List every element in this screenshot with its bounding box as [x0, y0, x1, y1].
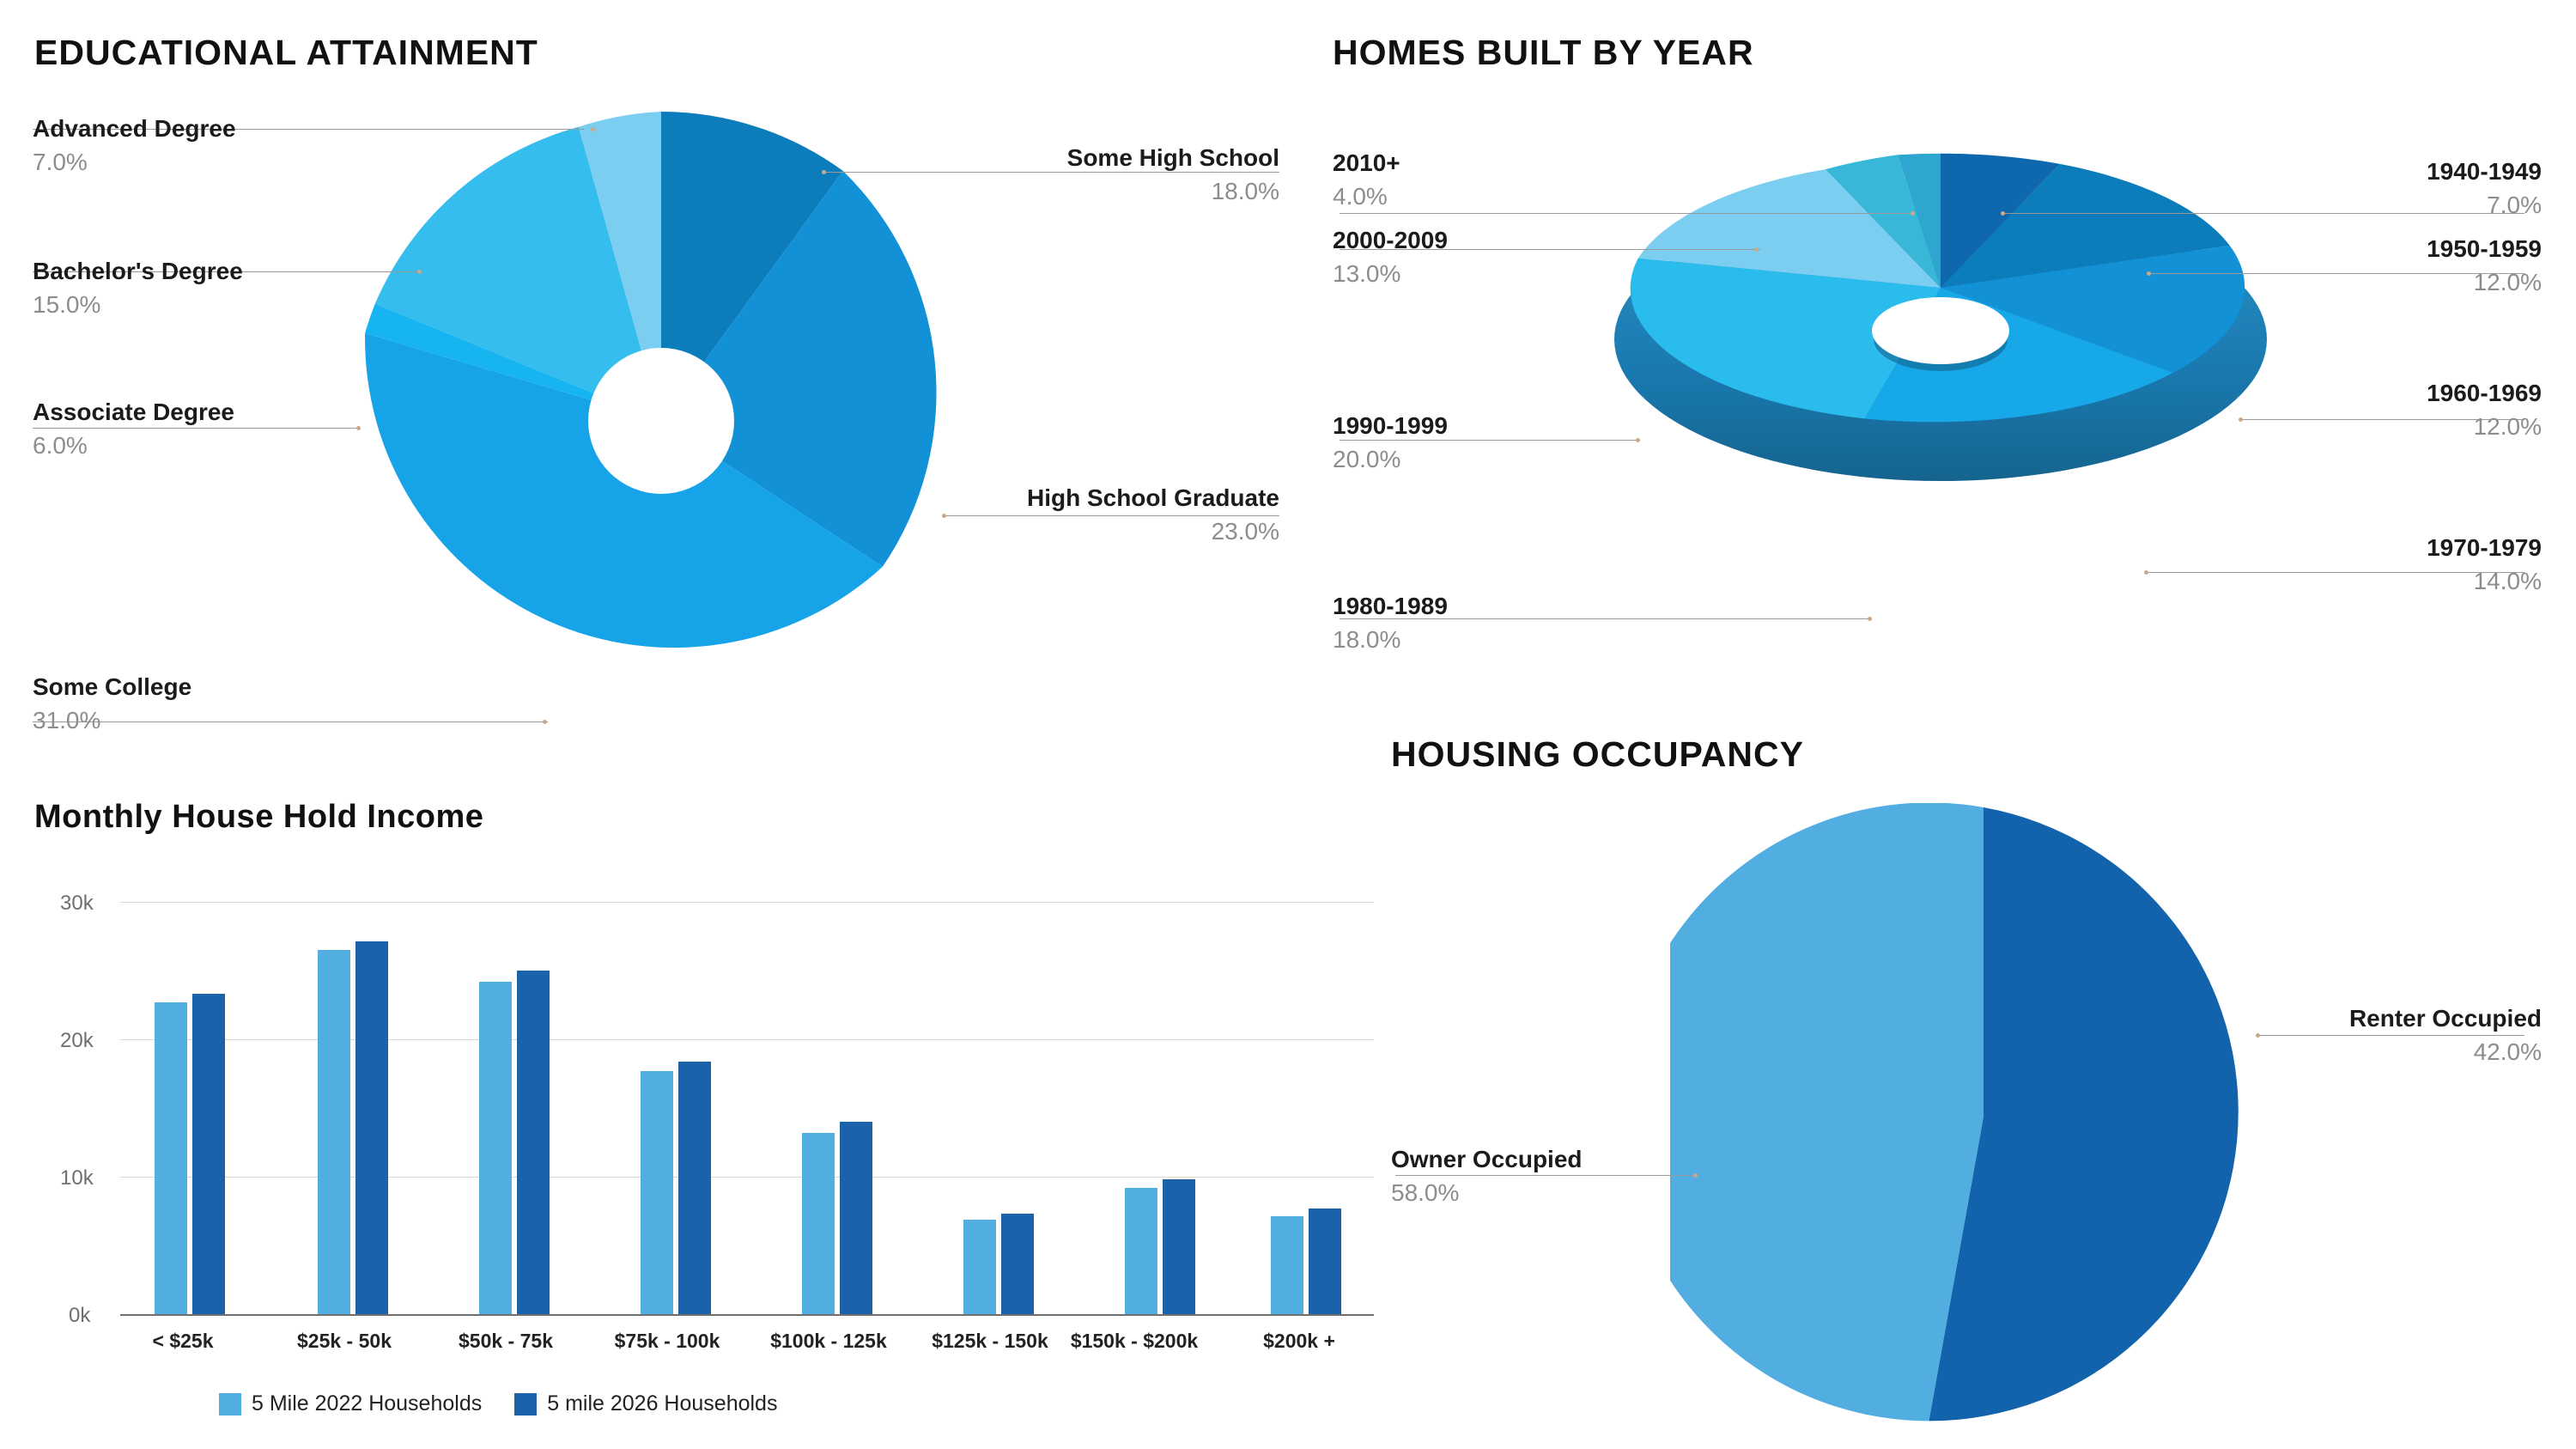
- education-panel: [34, 33, 538, 73]
- dot-some-high-school: [822, 170, 826, 174]
- label-owner-occupied: Owner Occupied 58.0%: [1391, 1146, 1583, 1206]
- dot-associate-degree: [356, 426, 361, 430]
- label-1990-1999: 1990-1999 20.0%: [1333, 412, 1448, 472]
- cat-label-2: $50k - 75k: [459, 1330, 553, 1352]
- bar-2026-150-200k[interactable]: [1163, 1179, 1195, 1314]
- dot-advanced-degree: [591, 127, 595, 131]
- dot-owner-occupied: [1693, 1173, 1698, 1178]
- label-high-school-graduate: High School Graduate 23.0%: [1026, 484, 1279, 545]
- gridline-30k: [120, 902, 1374, 903]
- dot-1940-1949: [2001, 211, 2005, 216]
- bar-2026-200k-plus[interactable]: [1309, 1209, 1341, 1314]
- dot-2000-2009: [1754, 247, 1759, 252]
- label-1950-1959: 1950-1959 12.0%: [2427, 235, 2542, 295]
- bar-2026-100-125k[interactable]: [840, 1122, 872, 1314]
- bar-2026-125-150k[interactable]: [1001, 1214, 1034, 1314]
- ytick-20k: 20k: [60, 1029, 94, 1052]
- leader-2010-plus: [1340, 213, 1915, 214]
- dot-bachelors-degree: [417, 270, 422, 274]
- x-axis-line: [120, 1314, 1374, 1316]
- legend-swatch-2026: [514, 1393, 537, 1416]
- education-donut-chart: [335, 94, 987, 747]
- bar-2026-50-75k[interactable]: [517, 971, 550, 1314]
- income-legend: [219, 1391, 777, 1416]
- homes-panel: [1333, 33, 1754, 73]
- bar-2022-75-100k[interactable]: [641, 1071, 673, 1314]
- ytick-0k: 0k: [69, 1304, 91, 1327]
- label-2010-plus: 2010+ 4.0%: [1333, 149, 1400, 210]
- bar-2022-lt25k[interactable]: [155, 1002, 187, 1314]
- homes-title: HOMES BUILT BY YEAR: [1333, 33, 1754, 72]
- cat-label-3: $75k - 100k: [614, 1330, 720, 1352]
- slice-owner-occupied: [1670, 803, 1984, 1421]
- dot-some-college: [543, 720, 547, 724]
- income-title: Monthly House Hold Income: [34, 799, 484, 835]
- homes-chart-top: [1614, 146, 2267, 429]
- legend-item-2022[interactable]: [219, 1391, 482, 1416]
- education-title: EDUCATIONAL ATTAINMENT: [34, 33, 538, 72]
- bar-2022-125-150k[interactable]: [963, 1220, 996, 1314]
- leader-advanced-degree: [283, 129, 584, 130]
- dot-2010-plus: [1911, 211, 1915, 216]
- homes-top-svg: [1614, 146, 2267, 429]
- gridline-20k: [120, 1039, 1374, 1040]
- occupancy-pie-chart: [1670, 803, 2297, 1430]
- dot-1950-1959: [2147, 271, 2151, 276]
- label-1970-1979: 1970-1979 14.0%: [2427, 534, 2542, 594]
- label-some-college: Some College 31.0%: [33, 673, 192, 734]
- label-1980-1989: 1980-1989 18.0%: [1333, 593, 1448, 653]
- legend-item-2026[interactable]: [514, 1391, 777, 1416]
- legend-swatch-2022: [219, 1393, 241, 1416]
- occupancy-pie-svg: [1670, 803, 2297, 1430]
- label-associate-degree: Associate Degree 6.0%: [33, 399, 235, 459]
- occupancy-title: HOUSING OCCUPANCY: [1391, 734, 1804, 774]
- bar-2022-100-125k[interactable]: [802, 1133, 835, 1314]
- ytick-30k: 30k: [60, 892, 94, 915]
- dot-1970-1979: [2144, 570, 2148, 575]
- ytick-10k: 10k: [60, 1166, 94, 1190]
- label-2000-2009: 2000-2009 13.0%: [1333, 227, 1448, 287]
- cat-label-7: $200k +: [1263, 1330, 1335, 1352]
- income-bar-chart: [34, 876, 1391, 1409]
- label-some-high-school: Some High School 18.0%: [1066, 144, 1279, 204]
- bar-2022-50-75k[interactable]: [479, 982, 512, 1314]
- homes-donut-3d-chart: [1614, 146, 2267, 515]
- income-panel: [34, 799, 483, 836]
- dot-1990-1999: [1636, 438, 1640, 442]
- bar-2022-25-50k[interactable]: [318, 950, 350, 1314]
- label-advanced-degree: Advanced Degree 7.0%: [33, 115, 236, 175]
- gridline-10k: [120, 1177, 1374, 1178]
- donut-hole: [588, 348, 734, 494]
- bar-2026-75-100k[interactable]: [678, 1062, 711, 1314]
- occupancy-panel: [1391, 734, 1804, 775]
- cat-label-5: $125k - 150k: [932, 1330, 1048, 1352]
- homes-donut-hole: [1872, 297, 2009, 364]
- legend-label-2026: 5 mile 2026 Households: [547, 1391, 778, 1416]
- label-renter-occupied: Renter Occupied 42.0%: [2348, 1005, 2542, 1065]
- dot-1980-1989: [1868, 617, 1872, 621]
- cat-label-1: $25k - 50k: [297, 1330, 392, 1352]
- cat-label-6: $150k - $200k: [1070, 1330, 1199, 1352]
- bar-2026-lt25k[interactable]: [192, 994, 225, 1314]
- bar-2026-25-50k[interactable]: [355, 941, 388, 1314]
- cat-label-4: $100k - 125k: [770, 1330, 887, 1352]
- cat-label-0: < $25k: [152, 1330, 214, 1352]
- legend-label-2022: 5 Mile 2022 Households: [252, 1391, 483, 1416]
- label-1940-1949: 1940-1949 7.0%: [2427, 158, 2542, 218]
- label-1960-1969: 1960-1969 12.0%: [2427, 380, 2542, 440]
- bar-2022-150-200k[interactable]: [1125, 1188, 1157, 1314]
- label-bachelors-degree: Bachelor's Degree 15.0%: [33, 258, 243, 318]
- bar-2022-200k-plus[interactable]: [1271, 1216, 1303, 1314]
